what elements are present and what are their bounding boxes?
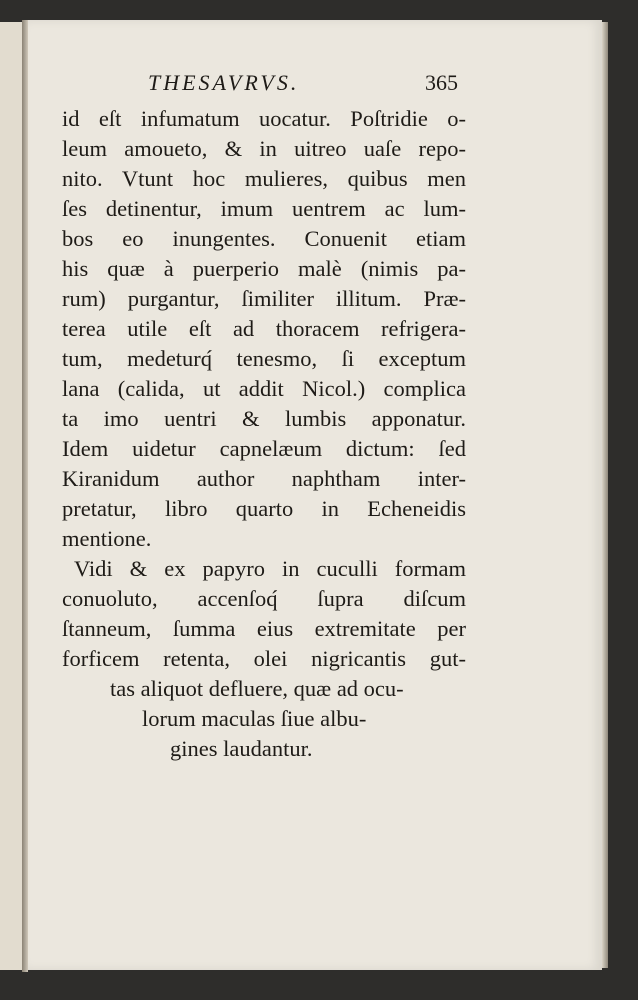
text-line: ſes detinentur, imum uentrem ac lum- bbox=[62, 196, 466, 221]
page-fore-edge bbox=[602, 22, 608, 968]
page-number: 365 bbox=[425, 70, 458, 95]
text-line: tum, medeturq́ tenesmo, ſi exceptum bbox=[62, 346, 466, 371]
body-text bbox=[62, 104, 466, 764]
text-line: id eſt infumatum uocatur. Poſtridie o- bbox=[62, 106, 466, 131]
text-line: forficem retenta, olei nigricantis gut- bbox=[62, 646, 466, 671]
text-line: Idem uidetur capnelæum dictum: ſed bbox=[62, 436, 466, 461]
text-line: leum amoueto, & in uitreo uaſe repo- bbox=[62, 136, 466, 161]
text-line: pretatur, libro quarto in Echeneidis bbox=[62, 496, 466, 521]
text-line: gines laudantur. bbox=[170, 736, 313, 761]
running-head: THESAVRVS. bbox=[148, 70, 300, 95]
text-line: Vidi & ex papyro in cuculli formam bbox=[74, 556, 466, 581]
text-line: Kiranidum author naphtham inter- bbox=[62, 466, 466, 491]
text-line: ſtanneum, ſumma eius extremitate per bbox=[62, 616, 466, 641]
text-line: lana (calida, ut addit Nicol.) complica bbox=[62, 376, 466, 401]
text-line: mentione. bbox=[62, 526, 152, 551]
text-line: ta imo uentri & lumbis apponatur. bbox=[62, 406, 466, 431]
text-line: bos eo inungentes. Conuenit etiam bbox=[62, 226, 466, 251]
text-line: his quæ à puerperio malè (nimis pa- bbox=[62, 256, 466, 281]
text-line: lorum maculas ſiue albu- bbox=[142, 706, 367, 731]
text-line: tas aliquot defluere, quæ ad ocu- bbox=[110, 676, 404, 701]
text-line: terea utile eſt ad thoracem refrigera- bbox=[62, 316, 466, 341]
previous-page-edge bbox=[0, 22, 23, 970]
text-line: conuoluto, accenſoq́ ſupra diſcum bbox=[62, 586, 466, 611]
text-line: rum) purgantur, ſimiliter illitum. Præ- bbox=[62, 286, 466, 311]
text-line: nito. Vtunt hoc mulieres, quibus men bbox=[62, 166, 466, 191]
